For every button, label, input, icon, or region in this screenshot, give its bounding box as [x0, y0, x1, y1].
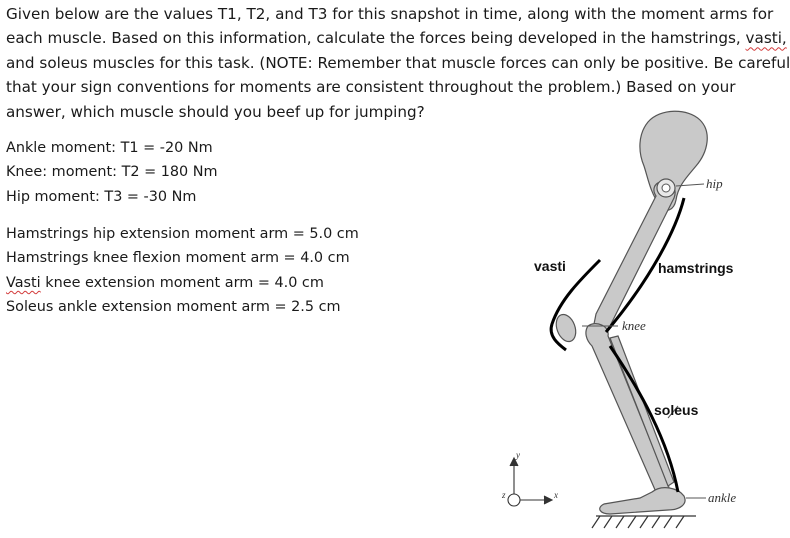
ankle-label: ankle	[708, 490, 737, 505]
hamstrings-knee-arm: Hamstrings knee flexion moment arm = 4.0 cm	[6, 250, 350, 267]
moment-arms-list	[6, 222, 359, 320]
problem-line-5: answer, which muscle should you beef up for jumping?	[6, 102, 425, 121]
y-axis-label: y	[516, 450, 520, 460]
ankle-moment: Ankle moment: T1 = -20 Nm	[6, 140, 213, 156]
hamstrings-label: hamstrings	[658, 260, 734, 276]
coordinate-axes	[508, 458, 552, 506]
vasti-label: vasti	[534, 258, 566, 274]
patella-bone	[553, 312, 579, 344]
problem-line-4: that your sign conventions for moments are consistent throughout the problem.) Based on your	[6, 78, 736, 97]
ground-hatching	[592, 516, 696, 528]
problem-line-2-text: each muscle. Based on this information, calculate the forces being developed in the hamstrings,	[6, 29, 741, 48]
soleus-label: soleus	[654, 402, 699, 418]
problem-line-2	[6, 26, 787, 50]
knee-moment: Knee: moment: T2 = 180 Nm	[6, 164, 218, 181]
foot-bone	[600, 488, 685, 514]
x-axis-label: x	[554, 490, 558, 500]
vasti-knee-arm	[6, 271, 359, 295]
problem-line-3: and soleus muscles for this task. (NOTE: Remember that muscle forces can only be positive. Be careful	[6, 53, 790, 72]
problem-line-1: Given below are the values T1, T2, and T3 for this snapshot in time, along with the moment arms for	[6, 5, 774, 23]
vasti-word: Vasti	[6, 274, 41, 291]
leg-diagram	[500, 100, 769, 534]
vasti-spellcheck-word: vasti,	[745, 29, 787, 48]
hamstrings-hip-arm: Hamstrings hip extension moment arm = 5.0 cm	[6, 226, 359, 242]
soleus-ankle-arm: Soleus ankle extension moment arm = 2.5 cm	[6, 299, 341, 316]
femur-bone	[594, 182, 675, 331]
leg-skeleton-illustration	[500, 100, 769, 534]
knee-label: knee	[622, 318, 646, 333]
hip-moment: Hip moment: T3 = -30 Nm	[6, 188, 197, 205]
hip-label: hip	[706, 176, 723, 191]
vasti-arm-text: knee extension moment arm = 4.0 cm	[40, 274, 324, 291]
moments-list	[6, 136, 218, 209]
z-axis-label: z	[502, 490, 506, 500]
